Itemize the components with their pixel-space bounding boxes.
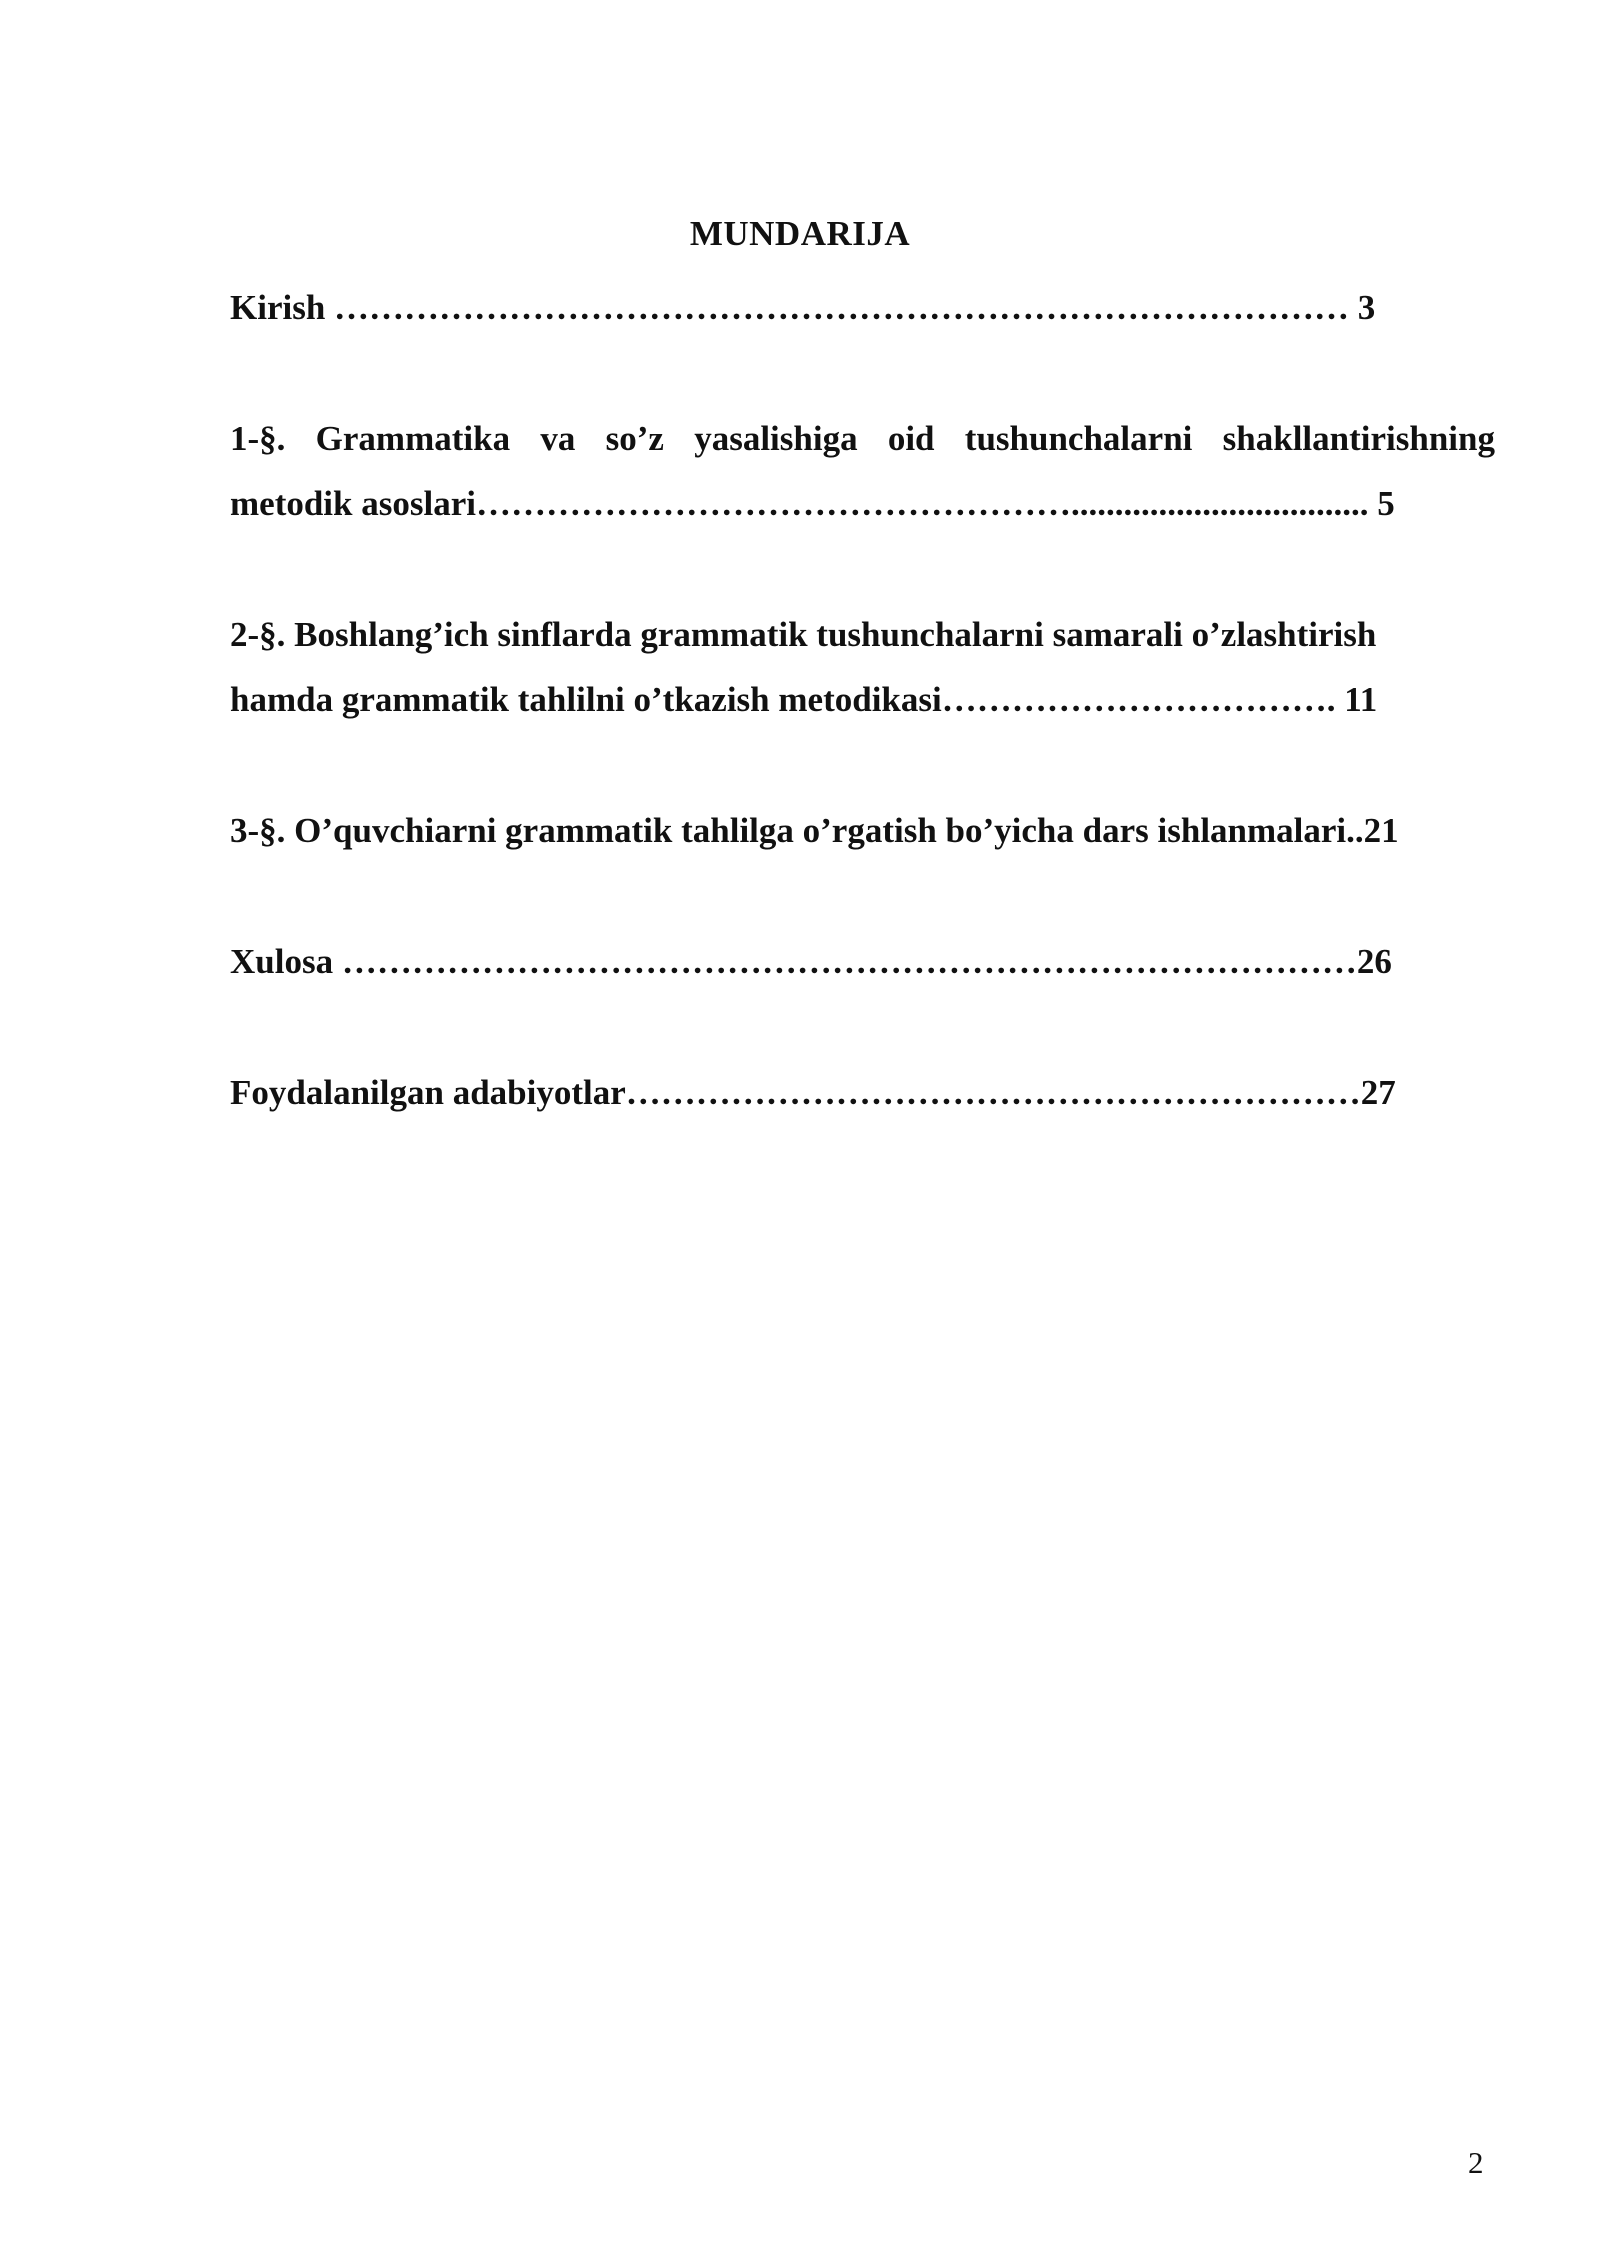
toc-entry-line: Kirish …………………………………………………………………………… 3 bbox=[230, 288, 1376, 327]
toc-entry-section-3 bbox=[230, 798, 1495, 863]
toc-entry-line: Foydalanilgan adabiyotlar………………………………………………………27 bbox=[230, 1073, 1396, 1112]
toc-title: MUNDARIJA bbox=[689, 214, 911, 253]
page-number: 2 bbox=[1468, 2145, 1484, 2180]
toc-entry-section-1 bbox=[230, 406, 1495, 536]
toc-entry-line: Xulosa ……………………………………………………………………………26 bbox=[230, 942, 1392, 981]
toc-entry-line: hamda grammatik tahlilni o’tkazish metodikasi……………………………. 11 bbox=[230, 680, 1378, 719]
toc-entry-kirish bbox=[230, 275, 1495, 340]
toc-entry-line: 2-§. Boshlang’ich sinflarda grammatik tushunchalarni samarali o’zlashtirish bbox=[230, 615, 1377, 654]
toc-entry-line: 3-§. O’quvchiarni grammatik tahlilga o’rgatish bo’yicha dars ishlanmalari..21 bbox=[230, 811, 1399, 850]
toc-entry-line: metodik asoslari…………………………………………….................................. 5 bbox=[230, 484, 1395, 523]
toc-entry-line: 1-§. Grammatika va so’z yasalishiga oid tushunchalarni shakllantirishning bbox=[230, 419, 1495, 458]
toc-entry-section-2 bbox=[230, 602, 1495, 732]
toc-entry-references bbox=[230, 1060, 1495, 1125]
toc-entry-xulosa bbox=[230, 929, 1495, 994]
